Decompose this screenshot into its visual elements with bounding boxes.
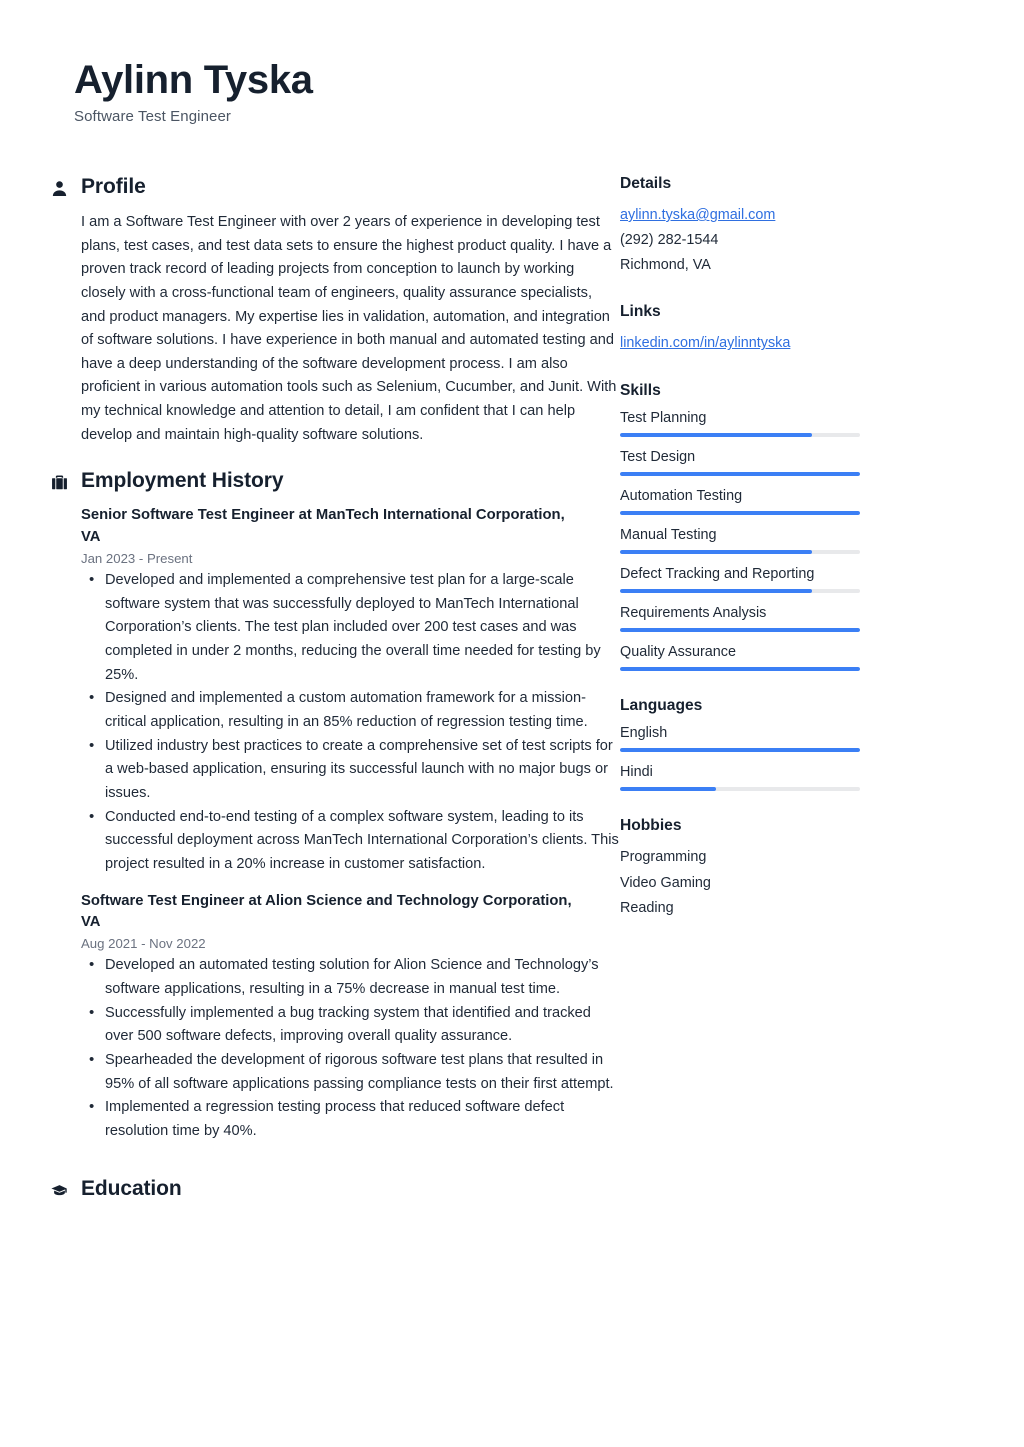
section-employment-header [48,469,620,493]
sidebar-languages [620,697,1024,791]
language-label: English [620,725,668,742]
sidebar-links [620,303,1024,356]
job-bullet: • Developed and implemented a comprehensive test plan for a large-scale software system that was successfully deployed to ManTech International Corporation’s clients. The test plan included over 200 test cases and was completed in under 2 months, reducing the overall time needed for testing by 25%. [81,569,620,687]
skill-level-bar [620,433,860,437]
language-item [620,764,1024,791]
skill-level-bar [620,628,860,632]
job-title: Senior Software Test Engineer at ManTech International Corporation, VA [81,507,565,546]
skill-level-bar [620,550,860,554]
skill-level-fill [620,511,860,515]
skill-level-fill [620,667,860,671]
job-bullet: • Designed and implemented a custom automation framework for a mission-critical application, resulting in an 85% reduction of regression testing time. [81,687,620,734]
skill-label: Manual Testing [620,527,717,544]
section-education-title: Education [81,1177,182,1201]
section-employment [48,469,620,1143]
sidebar-hobbies-title: Hobbies [620,817,682,835]
job-bullet: • Utilized industry best practices to create a comprehensive set of test scripts for a web-based application, ensuring its successful launch with no major bugs or issues. [81,735,620,806]
location-text: Richmond, VA [620,256,711,273]
skill-item [620,527,1024,554]
hobby-item: Reading [620,900,674,917]
skill-item [620,566,1024,593]
skill-item [620,644,1024,671]
language-item [620,725,1024,752]
skill-level-bar [620,667,860,671]
skill-level-fill [620,628,860,632]
job-bullet: • Spearheaded the development of rigorous software test plans that resulted in 95% of all software applications passing compliance tests on their first attempt. [81,1049,620,1096]
skill-label: Automation Testing [620,488,743,505]
sidebar-details-title: Details [620,175,672,192]
skill-level-bar [620,472,860,476]
sidebar-skills-title: Skills [620,382,661,400]
skill-item [620,488,1024,515]
language-level-bar [620,748,860,752]
language-label: Hindi [620,764,653,781]
skill-level-fill [620,589,812,593]
section-education-header [48,1177,620,1201]
skill-level-bar [620,589,860,593]
skill-level-fill [620,550,812,554]
phone-text: (292) 282-1544 [620,231,719,248]
skill-item [620,605,1024,632]
email-link[interactable]: aylinn.tyska@gmail.com [620,207,776,223]
section-profile-header [48,175,620,199]
section-employment-title: Employment History [81,469,284,493]
skill-item [620,410,1024,437]
language-level-fill [620,748,860,752]
briefcase-icon [48,470,70,492]
job-bullet: • Implemented a regression testing process that reduced software defect resolution time by 40%. [81,1096,620,1143]
candidate-name: Aylinn Tyska [74,58,313,102]
person-icon [48,176,70,198]
skill-label: Defect Tracking and Reporting [620,566,815,583]
hobby-item: Programming [620,849,707,866]
skill-level-fill [620,472,860,476]
linkedin-link[interactable]: linkedin.com/in/aylinntyska [620,335,791,352]
graduation-cap-icon [48,1178,70,1200]
skill-label: Quality Assurance [620,644,736,661]
employment-entry [81,505,620,876]
hobby-item: Video Gaming [620,874,711,891]
job-title: Software Test Engineer at Alion Science and Technology Corporation, VA [81,892,572,931]
profile-text: I am a Software Test Engineer with over 2 years of experience in developing test plans, test cases, and test data sets to ensure the highest product quality. I have a proven track record of leading projects from conception to launch by working closely with a cross-functional team of engineers, quality assurance specialists, and product managers. My expertise lies in validation, automation, and integration of software solutions. I have experience in both manual and automated testing and have a deep understanding of the software development process. I am also proficient in various automation tools such as Selenium, Cucumber, and Junit. With my technical knowledge and attention to detail, I am confident that I can help develop and maintain high-quality software solutions. [81,214,617,443]
sidebar-details [620,175,1024,277]
job-bullets [81,954,620,1143]
language-level-fill [620,787,716,791]
sidebar-column [620,175,1024,948]
resume-body [0,175,1024,1213]
skill-label: Test Planning [620,410,707,427]
skill-label: Test Design [620,449,696,466]
sidebar-skills [620,382,1024,671]
employment-entry [81,891,620,1144]
sidebar-languages-title: Languages [620,697,703,715]
sidebar-links-title: Links [620,303,661,321]
resume-header [0,0,1024,125]
job-bullet: • Developed an automated testing solution for Alion Science and Technology’s software applications, resulting in a 75% decrease in manual test time. [81,954,620,1001]
main-column [0,175,620,1213]
section-profile-title: Profile [81,175,146,198]
candidate-job-title: Software Test Engineer [74,108,232,125]
sidebar-hobbies [620,817,1024,922]
section-education [48,1177,620,1201]
language-level-bar [620,787,860,791]
skill-level-bar [620,511,860,515]
job-date: Jan 2023 - Present [81,551,193,567]
skill-label: Requirements Analysis [620,605,767,622]
job-bullets [81,569,620,876]
job-bullet: • Conducted end-to-end testing of a complex software system, leading to its successful deployment across ManTech International Corporation’s clients. This project resulted in a 20% increase in customer satisfaction. [81,806,620,877]
job-bullet: • Successfully implemented a bug tracking system that identified and tracked over 500 software defects, improving overall quality assurance. [81,1002,620,1049]
section-employment-body [48,505,620,1143]
job-date: Aug 2021 - Nov 2022 [81,936,206,952]
section-profile-body [48,211,620,447]
skill-level-fill [620,433,812,437]
section-profile [48,175,620,447]
skill-item [620,449,1024,476]
